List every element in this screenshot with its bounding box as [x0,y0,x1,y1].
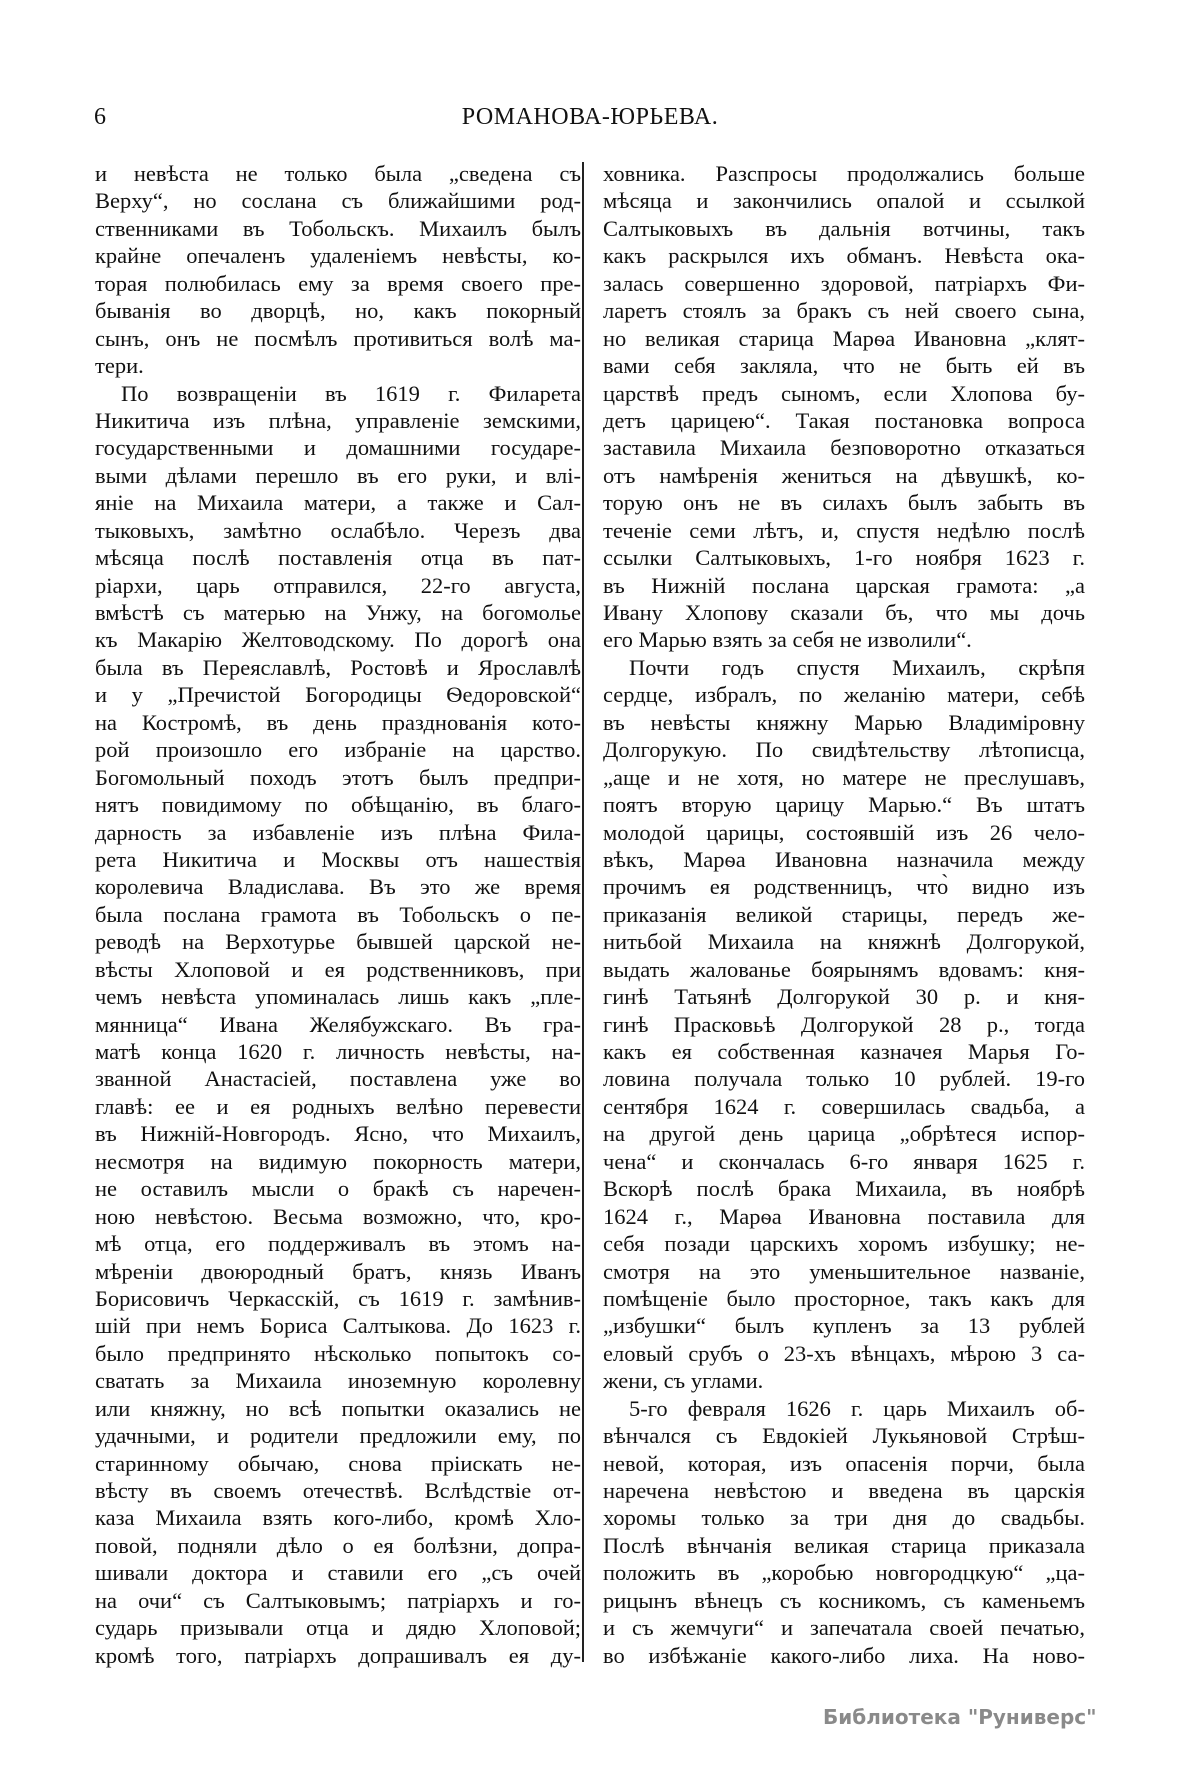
text-line: 1624 г., Марѳа Ивановна поставила для [603,1203,1085,1229]
text-line: была послана грамота въ Тобольскъ о пе- [95,901,581,927]
text-line: вами себя закляла, что не быть ей въ [603,353,1085,379]
text-line: и невѣста не только была „сведена съ [95,161,581,186]
text-line: было предпринято нѣсколько попытокъ со- [95,1340,581,1366]
text-line: Послѣ вѣнчанія великая старица приказала [603,1532,1085,1558]
text-line: ларетъ стоялъ за бракъ съ ней своего сына, [603,298,1085,324]
text-line: Долгорукую. По свидѣтельству лѣтописца, [603,737,1085,763]
text-line: нитьбой Михаила на княжнѣ Долгорукой, [603,929,1085,955]
text-line: рета Никитича и Москвы отъ нашествія [95,846,581,872]
text-line: рой произошло его избраніе на царство. [95,737,581,763]
text-line: торую онъ не въ силахъ былъ забыть въ [603,490,1085,516]
text-line: поятъ вторую царицу Марью.“ Въ штатъ [603,792,1085,818]
text-line: королевича Владислава. Въ это же время [95,874,581,900]
text-line: вѣсты Хлоповой и ея родственниковъ, при [95,956,581,982]
library-watermark: Библиотека "Руниверс" [823,1705,1097,1729]
text-line: Ивану Хлопову сказали бъ, что мы дочь [603,600,1085,625]
text-line: быванія во дворцѣ, но, какъ покорный [95,298,581,324]
text-line: помѣщеніе было просторное, такъ какъ для [603,1285,1085,1311]
text-line: сватать за Михаила иноземную королевну [95,1368,581,1394]
text-line: сударь призывали отца и дядю Хлоповой; [95,1615,581,1641]
text-line: тери. [95,353,144,379]
text-line: чена“ и скончалась 6-го января 1625 г. [603,1148,1085,1174]
text-line: гинѣ Татьянѣ Долгорукой 30 р. и кня- [603,984,1085,1010]
text-line: „аще и не хотя, но матере не преслушавъ, [603,764,1085,790]
text-line: ріархи, царь отправился, 22-го августа, [95,572,581,598]
text-line: заставила Михаила безповоротно отказаться [603,435,1085,461]
text-line: на Костромѣ, въ день празднованія кото- [95,709,581,735]
text-line: залась совершенно здоровой, патріархъ Фи- [603,270,1085,296]
text-line: была въ Переяславлѣ, Ростовѣ и Ярославлѣ [95,654,581,680]
text-line: царствѣ предъ сыномъ, если Хлопова бу- [603,380,1085,406]
text-line: ною невѣстою. Весьма возможно, что, кро- [95,1203,581,1229]
text-line: въ невѣсты княжну Марью Владиміровну [603,709,1085,735]
text-line: Салтыковыхъ въ дальнія вотчины, такъ [603,215,1085,241]
text-line: ссылки Салтыковыхъ, 1-го ноября 1623 г. [603,545,1085,571]
text-line: наречена невѣстою и введена въ царскія [603,1478,1085,1503]
text-line: въ Нижній послана царская грамота: „а [603,572,1085,598]
text-line: какъ раскрылся ихъ обманъ. Невѣста ока- [603,243,1085,269]
text-line: сердце, избралъ, по желанію матери, себѣ [603,682,1085,708]
text-line: невой, которая, изъ опасенія порчи, была [603,1450,1085,1476]
text-line: матѣ конца 1620 г. личность невѣсты, на- [95,1039,581,1064]
running-title: РОМАНОВА-ЮРЬЕВА. [461,104,719,130]
text-line: мѣсяца послѣ поставленія отца въ пат- [95,545,581,571]
text-line: шій при немъ Бориса Салтыкова. До 1623 г. [95,1313,581,1339]
text-line: сынъ, онъ не посмѣлъ противиться волѣ ма- [95,325,581,351]
text-line: реводѣ на Верхотурье бывшей царской не- [95,929,581,955]
text-line: мѣреніи двоюродный братъ, князь Иванъ [95,1258,581,1284]
text-line: детъ царицею“. Такая постановка вопроса [603,407,1085,433]
text-line: По возвращеніи въ 1619 г. Филарета [121,380,581,406]
text-line: Почти годъ спустя Михаилъ, скрѣпя [629,654,1085,680]
text-line: Никитича изъ плѣна, управленіе земскими, [95,407,581,433]
text-line: вѣсту въ своемъ отечествѣ. Вслѣдствіе от- [95,1478,581,1503]
text-line: торая полюбилась ему за время своего пре- [95,270,581,296]
text-line: Борисовичъ Черкасскій, съ 1619 г. замѣнив- [95,1285,581,1311]
text-column-right [603,160,1085,1669]
text-line: его Марью взять за себя не изволили“. [603,627,972,653]
text-line: на другой день царица „обрѣтеся испор- [603,1121,1085,1147]
text-line: повой, подняли дѣло о ея болѣзни, допра- [95,1532,581,1558]
text-line: шивали доктора и ставили его „съ очей [95,1560,581,1586]
text-line: еловый срубъ о 23-хъ вѣнцахъ, мѣрою 3 са- [603,1340,1085,1366]
text-line: чемъ невѣста упоминалась лишь какъ „пле- [95,984,581,1010]
text-line: молодой царицы, состоявшій изъ 26 чело- [603,819,1085,845]
text-line: смотря на это уменьшительное названіе, [603,1258,1085,1284]
text-line: главѣ: ее и ея родныхъ велѣно перевести [95,1093,581,1119]
page-number: 6 [94,104,106,130]
text-column-left [95,160,581,1669]
text-line: къ Макарію Желтоводскому. По дорогѣ она [95,627,581,653]
text-line: „избушки“ былъ купленъ за 13 рублей [603,1313,1085,1339]
text-line: вѣнчался съ Евдокіей Лукьяновой Стрѣш- [603,1423,1085,1449]
text-line: ственниками въ Тобольскъ. Михаилъ былъ [95,215,581,241]
text-line: старинному обычаю, снова пріискать не- [95,1450,581,1476]
text-line: государственными и домашними государе- [95,435,581,461]
text-line: яніе на Михаила матери, а также и Сал- [95,490,581,516]
text-line: вмѣстѣ съ матерью на Унжу, на богомолье [95,600,581,625]
text-line: теченіе семи лѣтъ, и, спустя недѣлю послѣ [603,517,1085,543]
text-line: какъ ея собственная казначея Марья Го- [603,1039,1085,1064]
text-line: мянница“ Ивана Желябужскаго. Въ гра- [95,1011,581,1037]
text-line: приказанія великой старицы, передъ же- [603,901,1085,927]
text-line: вѣкъ, Марѳа Ивановна назначила между [603,846,1085,872]
text-line: 5-го февраля 1626 г. царь Михаилъ об- [629,1395,1085,1421]
text-line: Верху“, но сослана съ ближайшими род- [95,188,581,214]
text-line: тыковыхъ, замѣтно ослабѣло. Черезъ два [95,517,581,543]
text-line: на очи“ съ Салтыковымъ; патріархъ и го- [95,1587,581,1613]
text-line: себя позади царскихъ хоромъ избушку; не- [603,1231,1085,1257]
text-line: удачными, и родители предложили ему, по [95,1423,581,1449]
text-line: или княжну, но всѣ попытки оказались не [95,1395,581,1421]
text-line: гинѣ Прасковьѣ Долгорукой 28 р., тогда [603,1011,1085,1037]
text-line: сентября 1624 г. совершилась свадьба, а [603,1093,1085,1119]
text-line: и у „Пречистой Богородицы Ѳедоровской“ [95,682,581,708]
text-line: но великая старица Марѳа Ивановна „клят- [603,325,1085,351]
text-line: прочимъ ея родственницъ, что̀ видно изъ [603,874,1085,900]
text-line: рицынъ вѣнецъ съ косникомъ, съ каменьемъ [603,1587,1085,1613]
text-line: нятъ повидимому по обѣщанію, въ благо- [95,792,581,818]
text-line: мѣ отца, его поддерживалъ въ этомъ на- [95,1231,581,1257]
text-line: и съ жемчуги“ и запечатала своей печатью, [603,1615,1085,1641]
text-line: несмотря на видимую покорность матери, [95,1148,581,1174]
text-line: отъ намѣренія жениться на дѣвушкѣ, ко- [603,462,1085,488]
text-line: званной Анастасіей, поставлена уже во [95,1066,581,1092]
text-line: выдать жалованье боярынямъ вдовамъ: кня- [603,956,1085,982]
text-line: хоромы только за три дня до свадьбы. [603,1505,1085,1531]
text-line: каза Михаила взять кого-либо, кромѣ Хло- [95,1505,581,1531]
text-line: дарность за избавленіе изъ плѣна Фила- [95,819,581,845]
text-line: ховника. Разспросы продолжались больше [603,161,1085,186]
text-line: во избѣжаніе какого-либо лиха. На ново- [603,1642,1085,1668]
text-line: въ Нижній-Новгородъ. Ясно, что Михаилъ, [95,1121,581,1147]
column-divider [582,162,584,1662]
text-line: выми дѣлами перешло въ его руки, и влі- [95,462,581,488]
text-line: крайне опечаленъ удаленіемъ невѣсты, ко- [95,243,581,269]
text-line: мѣсяца и закончились опалой и ссылкой [603,188,1085,214]
text-line: ловина получала только 10 рублей. 19-го [603,1066,1085,1092]
text-line: не оставилъ мысли о бракѣ съ наречен- [95,1176,581,1202]
text-line: положить въ „коробью новгородцкую“ „ца- [603,1560,1085,1586]
text-line: жени, съ углами. [603,1368,764,1394]
text-line: кромѣ того, патріархъ допрашивалъ ея ду- [95,1642,581,1668]
text-line: Богомольный походъ этотъ былъ предпри- [95,764,581,790]
text-line: Вскорѣ послѣ брака Михаила, въ ноябрѣ [603,1176,1085,1202]
